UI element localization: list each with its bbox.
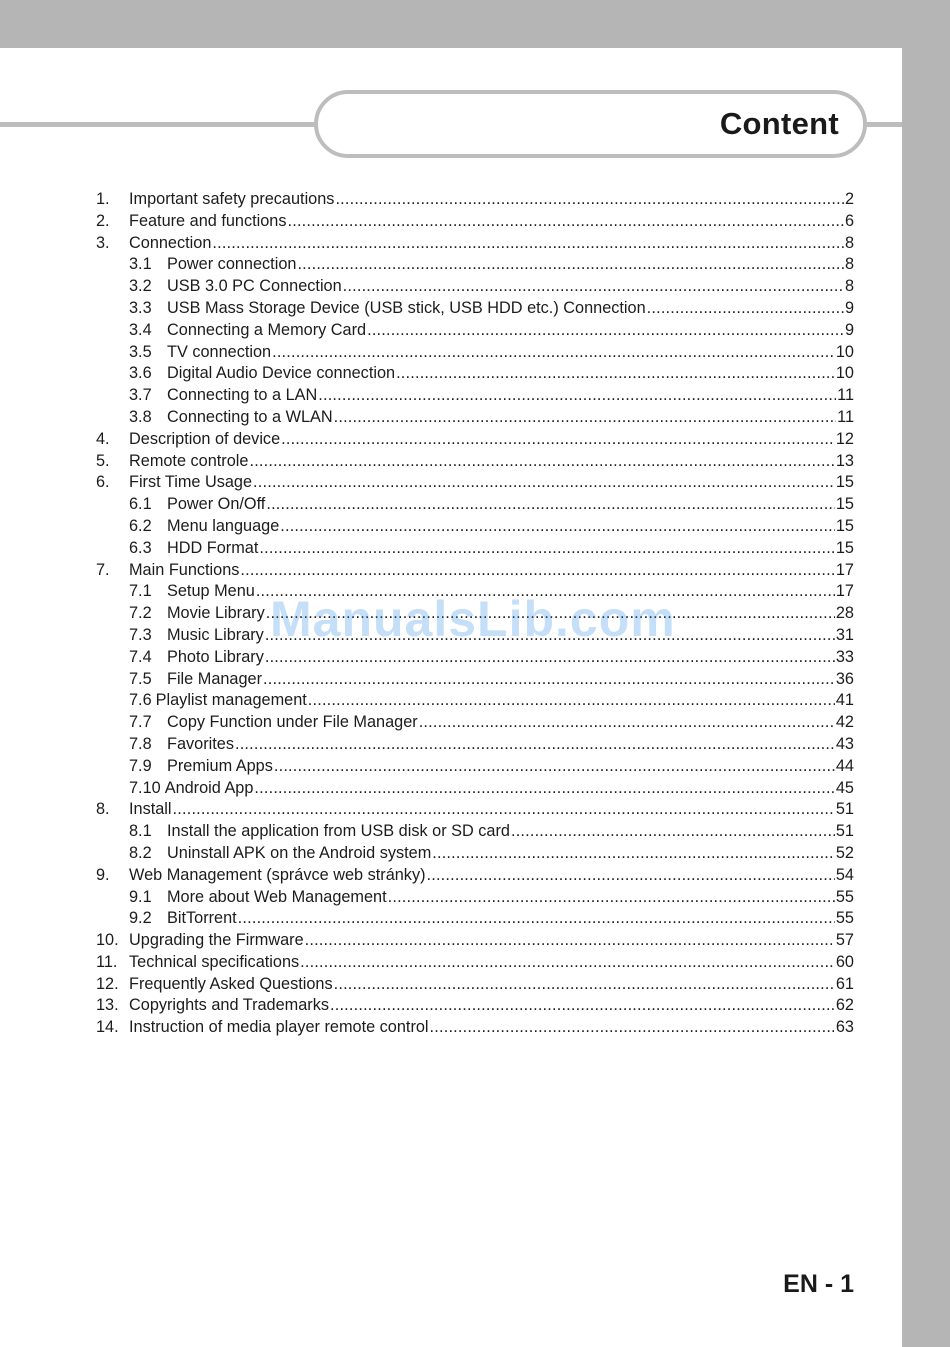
toc-entry[interactable] [96,821,854,843]
toc-entry-title: Connecting a Memory Card [167,320,367,339]
toc-entry-page: 43 [835,734,854,753]
toc-entry-page: 8 [844,255,854,274]
dot-leader [511,821,835,843]
toc-entry[interactable] [96,276,854,298]
dot-leader [256,581,835,603]
toc-entry-number: 12. [96,974,119,993]
toc-entry-page: 10 [835,342,854,361]
toc-entry[interactable] [96,690,854,712]
dot-leader [335,189,844,211]
toc-entry-page: 2 [844,190,854,208]
toc-entry-page: 45 [835,778,854,797]
toc-entry[interactable] [96,363,854,385]
toc-entry[interactable] [96,995,854,1017]
dot-leader [173,799,835,821]
dot-leader [430,1017,835,1039]
toc-entry-number: 3.8 [129,407,152,426]
toc-entry[interactable] [96,1017,854,1039]
toc-entry[interactable] [96,712,854,734]
toc-entry-number: 7.6 [129,691,152,710]
toc-entry-title: Web Management (správce web stránky) [129,865,426,884]
toc-entry-number: 3.6 [129,364,152,383]
toc-entry-page: 52 [835,843,854,862]
dot-leader [334,407,836,429]
toc-entry-title: Frequently Asked Questions [129,974,333,993]
toc-entry-title: Copyrights and Trademarks [129,996,329,1015]
toc-entry-page: 55 [835,909,854,928]
toc-entry-title: Power On/Off [167,495,266,514]
page-title: Content [719,106,839,141]
toc-entry-number: 6.3 [129,538,152,557]
toc-entry-number: 8. [96,800,110,819]
dot-leader [259,538,835,560]
toc-entry-number: 14. [96,1018,119,1037]
toc-entry[interactable] [96,952,854,974]
toc-entry-title: TV connection [167,342,272,361]
toc-entry[interactable] [96,189,854,211]
toc-entry-title: Install the application from USB disk or SD card [167,822,510,841]
dot-leader [281,429,835,451]
toc-entry-page: 28 [835,604,854,623]
toc-entry-title: Important safety precautions [129,190,335,208]
toc-entry-title: BitTorrent [167,909,237,928]
toc-entry[interactable] [96,625,854,647]
toc-entry[interactable] [96,756,854,778]
dot-leader [238,908,835,930]
toc-entry-page: 41 [835,691,854,710]
dot-leader [427,865,835,887]
page-frame-top [0,0,950,48]
dot-leader [253,472,835,494]
toc-entry-number: 7.7 [129,713,152,732]
toc-entry-title: Remote controle [129,451,249,470]
toc-entry-number: 8.2 [129,843,152,862]
toc-entry-number: 3.1 [129,255,152,274]
title-banner [314,90,867,158]
toc-entry[interactable] [96,320,854,342]
toc-entry[interactable] [96,211,854,233]
toc-entry[interactable] [96,799,854,821]
toc-entry-page: 62 [835,996,854,1015]
toc-entry-title: Install [129,800,172,819]
toc-entry-page: 10 [835,364,854,383]
toc-entry[interactable] [96,407,854,429]
toc-entry-number: 7.2 [129,604,152,623]
toc-entry-title: Main Functions [129,560,240,579]
toc-entry-title: Playlist management [155,691,307,710]
dot-leader [240,560,834,582]
dot-leader [263,669,835,691]
toc-entry-page: 11 [837,386,854,405]
dot-leader [249,451,834,473]
toc-entry-title: Music Library [167,625,264,644]
toc-entry-number: 1. [96,190,110,208]
toc-entry-page: 9 [844,298,854,317]
toc-entry[interactable] [96,974,854,996]
toc-entry-number: 7.3 [129,625,152,644]
dot-leader [308,690,835,712]
dot-leader [272,342,835,364]
toc-entry-title: USB 3.0 PC Connection [167,277,342,296]
dot-leader [288,211,844,233]
toc-entry-title: Feature and functions [129,211,287,230]
toc-entry-title: Upgrading the Firmware [129,931,304,950]
toc-entry-page: 61 [835,974,854,993]
toc-entry-page: 60 [835,952,854,971]
toc-entry-page: 11 [837,407,854,426]
dot-leader [254,778,834,800]
toc-entry-number: 13. [96,996,119,1015]
toc-entry-page: 17 [835,560,854,579]
toc-entry-number: 6. [96,473,110,492]
dot-leader [419,712,835,734]
toc-entry[interactable] [96,342,854,364]
toc-entry-number: 7.4 [129,647,152,666]
dot-leader [305,930,835,952]
toc-entry-number: 11. [96,952,118,971]
toc-entry-title: File Manager [167,669,263,688]
toc-entry-title: Movie Library [167,604,265,623]
dot-leader [212,233,844,255]
toc-entry-number: 3.3 [129,298,152,317]
toc-entry[interactable] [96,451,854,473]
toc-entry-page: 44 [835,756,854,775]
toc-entry-title: Android App [164,778,254,797]
dot-leader [266,603,835,625]
toc-entry[interactable] [96,538,854,560]
toc-entry-title: HDD Format [167,538,259,557]
toc-entry-title: Connecting to a WLAN [167,407,333,426]
toc-entry-number: 9.2 [129,909,152,928]
toc-entry-title: Copy Function under File Manager [167,713,418,732]
toc-entry-title: More about Web Management [167,887,387,906]
dot-leader [300,952,835,974]
dot-leader [265,647,835,669]
toc-entry-page: 9 [844,320,854,339]
dot-leader [432,843,835,865]
toc-entry-page: 8 [844,233,854,252]
toc-entry-title: Connection [129,233,212,252]
toc-entry-number: 3.5 [129,342,152,361]
toc-entry[interactable] [96,843,854,865]
watermark: ManualsLib.com [270,591,676,647]
toc-entry-number: 3.2 [129,277,152,296]
toc-entry[interactable] [96,429,854,451]
toc-entry-number: 7.10 [129,778,161,797]
toc-entry-title: Favorites [167,734,234,753]
toc-entry-number: 7.5 [129,669,152,688]
toc-entry-title: Uninstall APK on the Android system [167,843,432,862]
toc-entry[interactable] [96,298,854,320]
toc-entry-page: 31 [835,625,854,644]
toc-entry-page: 42 [835,713,854,732]
toc-entry[interactable] [96,647,854,669]
toc-entry-page: 57 [835,931,854,950]
toc-entry-number: 3.7 [129,386,152,405]
toc-entry[interactable] [96,560,854,582]
toc-entry-page: 36 [835,669,854,688]
toc-entry[interactable] [96,908,854,930]
toc-entry-page: 12 [835,429,854,448]
toc-entry-title: USB Mass Storage Device (USB stick, USB HDD etc.) Connection [167,298,646,317]
dot-leader [388,887,835,909]
page-number: EN - 1 [783,1270,854,1298]
toc-entry-title: Connecting to a LAN [167,386,318,405]
toc-entry-title: Technical specifications [129,952,300,971]
dot-leader [318,385,836,407]
toc-entry-number: 7.9 [129,756,152,775]
toc-entry-page: 51 [835,800,854,819]
toc-entry-number: 10. [96,931,119,950]
dot-leader [235,734,835,756]
toc-entry-number: 7. [96,560,110,579]
toc-entry-page: 17 [835,582,854,601]
toc-entry-number: 3. [96,233,110,252]
page-frame-right [902,0,950,1347]
toc-entry-page: 8 [844,277,854,296]
dot-leader [265,625,835,647]
toc-entry[interactable] [96,581,854,603]
dot-leader [297,254,844,276]
toc-entry-page: 13 [835,451,854,470]
toc-entry-number: 5. [96,451,110,470]
toc-entry-title: Instruction of media player remote control [129,1018,429,1037]
toc-entry-number: 9. [96,865,110,884]
toc-entry-page: 51 [835,822,854,841]
toc-entry-page: 33 [835,647,854,666]
dot-leader [367,320,844,342]
toc-entry-page: 15 [835,516,854,535]
dot-leader [280,516,835,538]
toc-entry-title: Digital Audio Device connection [167,364,396,383]
toc-entry-page: 63 [835,1018,854,1037]
dot-leader [334,974,835,996]
toc-entry[interactable] [96,603,854,625]
toc-entry-number: 7.8 [129,734,152,753]
toc-entry[interactable] [96,472,854,494]
toc-entry[interactable] [96,669,854,691]
toc-entry[interactable] [96,494,854,516]
toc-entry-title: First Time Usage [129,473,253,492]
toc-entry-page: 54 [835,865,854,884]
dot-leader [343,276,844,298]
toc-entry-number: 7.1 [129,582,152,601]
toc-entry[interactable] [96,516,854,538]
toc-entry-number: 8.1 [129,822,152,841]
toc-entry[interactable] [96,930,854,952]
toc-entry-page: 55 [835,887,854,906]
toc-entry-title: Menu language [167,516,280,535]
toc-entry[interactable] [96,887,854,909]
toc-entry-number: 6.1 [129,495,152,514]
toc-entry-number: 3.4 [129,320,152,339]
toc-entry-page: 6 [844,211,854,230]
dot-leader [647,298,844,320]
toc-entry-title: Description of device [129,429,281,448]
toc-entry[interactable] [96,385,854,407]
table-of-contents [96,189,854,1039]
toc-entry-number: 4. [96,429,110,448]
toc-entry[interactable] [96,233,854,255]
toc-entry[interactable] [96,865,854,887]
toc-entry-title: Power connection [167,255,297,274]
toc-entry-number: 6.2 [129,516,152,535]
toc-entry-number: 9.1 [129,887,152,906]
toc-entry-title: Photo Library [167,647,264,666]
toc-entry-page: 15 [835,473,854,492]
toc-entry-title: Setup Menu [167,582,255,601]
toc-entry-page: 15 [835,538,854,557]
toc-entry[interactable] [96,734,854,756]
dot-leader [274,756,835,778]
dot-leader [330,995,835,1017]
dot-leader [396,363,835,385]
toc-entry-page: 15 [835,495,854,514]
toc-entry-title: Premium Apps [167,756,273,775]
toc-entry-number: 2. [96,211,110,230]
toc-entry[interactable] [96,254,854,276]
dot-leader [266,494,835,516]
toc-entry[interactable] [96,778,854,800]
